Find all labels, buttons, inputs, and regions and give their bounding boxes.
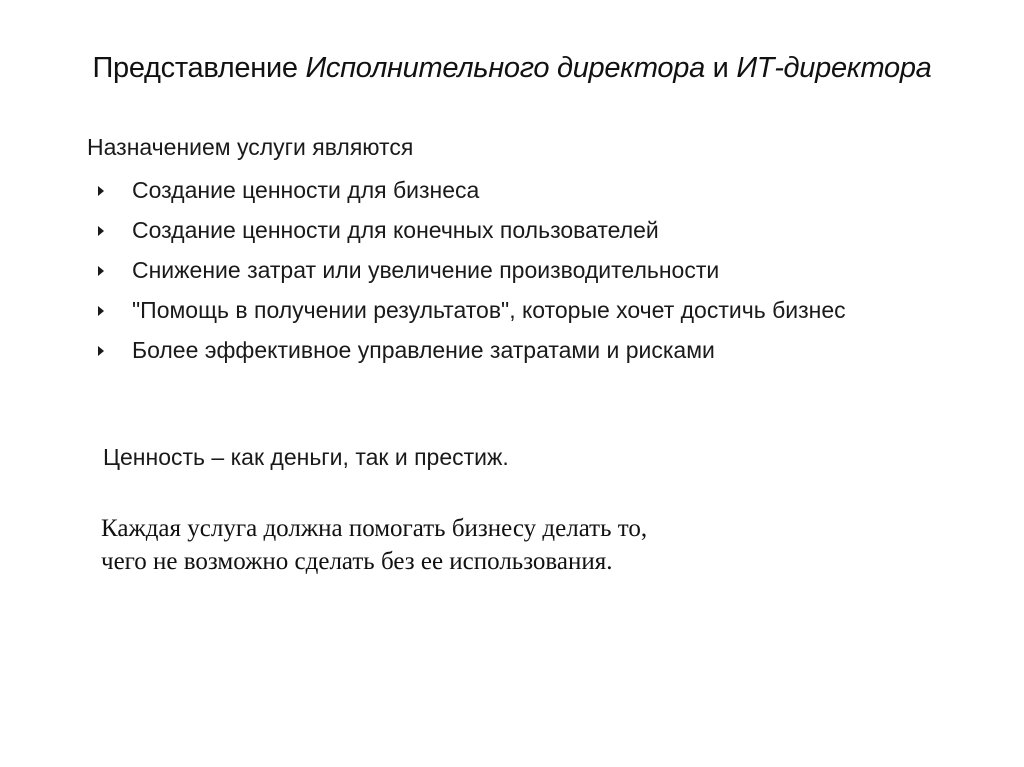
intro-text: Назначением услуги являются — [87, 134, 414, 160]
list-item — [95, 254, 895, 287]
service-note-line-1: Каждая услуга должна помогать бизнесу делать то, — [101, 515, 648, 542]
title-italic-cio: ИТ-директора — [736, 52, 932, 84]
triangle-right-bullet-icon — [98, 266, 104, 276]
slide-title — [0, 52, 1024, 85]
list-item — [95, 294, 862, 327]
service-note — [101, 512, 647, 578]
list-item — [95, 214, 895, 247]
list-item — [95, 334, 895, 367]
triangle-right-bullet-icon — [98, 306, 104, 316]
list-item-text: Создание ценности для конечных пользователей — [132, 217, 659, 243]
triangle-right-bullet-icon — [98, 346, 104, 356]
value-statement: Ценность – как деньги, так и престиж. — [103, 444, 509, 470]
bullet-list — [95, 174, 895, 374]
title-conjunction: и — [704, 52, 737, 84]
list-item-text: Более эффективное управление затратами и рисками — [132, 337, 715, 363]
list-item — [95, 174, 895, 207]
title-italic-ceo: Исполнительного директора — [305, 52, 705, 84]
service-note-line-2: чего не возможно сделать без ее использования. — [101, 548, 613, 575]
triangle-right-bullet-icon — [98, 226, 104, 236]
list-item-text: "Помощь в получении результатов", которые хочет достичь бизнес — [132, 297, 846, 323]
title-regular: Представление — [92, 52, 306, 84]
list-item-text: Снижение затрат или увеличение производительности — [132, 257, 720, 283]
list-item-text: Создание ценности для бизнеса — [132, 177, 480, 203]
triangle-right-bullet-icon — [98, 186, 104, 196]
